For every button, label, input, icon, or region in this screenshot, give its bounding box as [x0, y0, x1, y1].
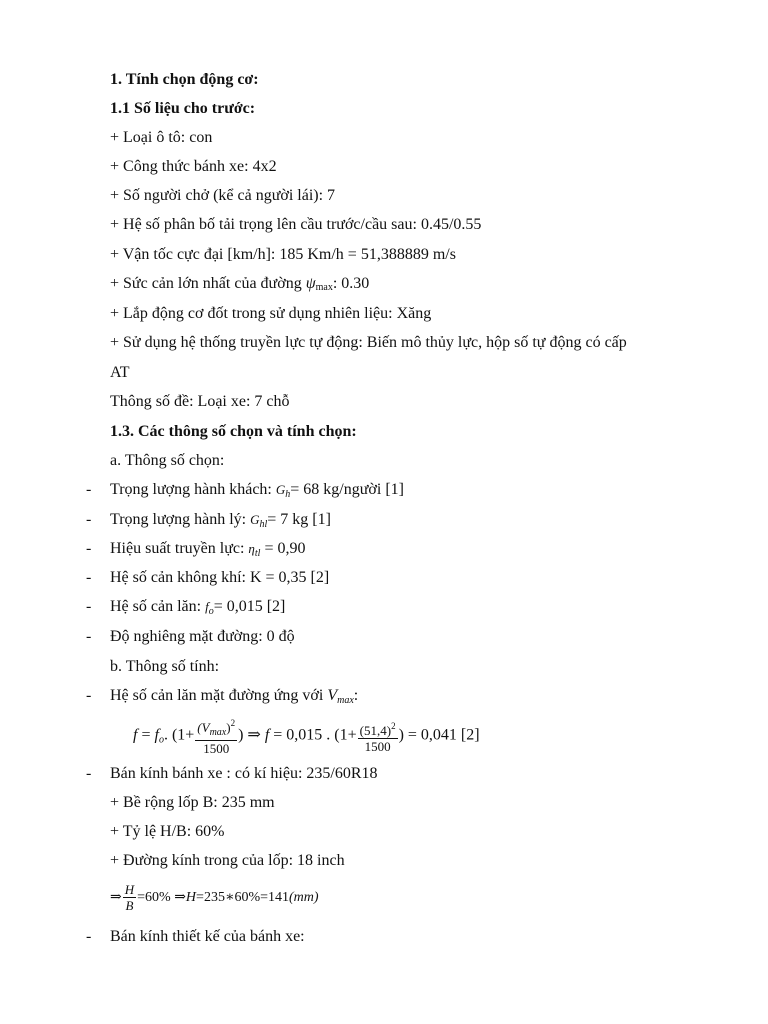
bullet-dash: -: [86, 598, 92, 615]
unit-mm: (mm): [289, 890, 319, 905]
formula-substitute: = 0,015 . (1+: [269, 726, 357, 744]
calc-inner-diameter: + Đường kính trong của lốp: 18 inch: [110, 852, 345, 869]
bullet-dash: -: [86, 687, 92, 704]
fraction-numerator: [195, 716, 237, 741]
rolling-vmax-label: Hệ số cản lăn mặt đường ứng với: [110, 687, 328, 704]
h-value: =235∗60%=141: [196, 890, 290, 905]
numerator-sub: max: [209, 727, 227, 738]
fraction-h-over-b: [123, 882, 136, 913]
given-load-distribution: + Hệ số phân bố tải trọng lên cầu trước/cầu sau: 0.45/0.55: [110, 216, 482, 233]
formula-result: ) = 0,041 [2]: [398, 726, 480, 744]
f-symbol: f: [264, 726, 270, 744]
hb-formula: [110, 880, 319, 916]
road-resistance-value: : 0.30: [332, 275, 370, 292]
v-subscript: max: [337, 695, 354, 706]
given-max-speed: + Vận tốc cực đại [km/h]: 185 Km/h = 51,388889 m/s: [110, 246, 456, 263]
fraction-denominator: B: [125, 898, 134, 914]
numerator-v: (V: [197, 720, 210, 735]
f-subscript: o: [208, 606, 214, 617]
bullet-dash: -: [86, 628, 92, 645]
given-transmission: + Sử dụng hệ thống truyền lực tự động: Biến mô thủy lực, hộp số tự động có cấp: [110, 334, 627, 351]
bullet-dash: -: [86, 511, 92, 528]
chosen-rolling-resistance: [110, 597, 285, 622]
fraction-vmax: [195, 716, 237, 756]
chosen-air-resistance: Hệ số cản không khí: K = 0,35 [2]: [110, 569, 330, 586]
given-wheel-formula: + Công thức bánh xe: 4x2: [110, 158, 277, 175]
ratio-value: =60%: [137, 890, 171, 905]
calc-wheel-radius: Bán kính bánh xe : có kí hiệu: 235/60R18: [110, 765, 378, 782]
psi-subscript: max: [315, 282, 333, 293]
h-symbol: H: [185, 890, 197, 905]
bullet-dash: -: [86, 540, 92, 557]
rolling-label: Hệ số cản lăn:: [110, 598, 206, 615]
formula-open: . (1+: [163, 726, 195, 744]
given-transmission-cont: AT: [110, 364, 130, 381]
given-passengers: + Số người chở (kể cả người lái): 7: [110, 187, 336, 204]
fraction-numerator: [358, 719, 398, 739]
calc-ratio: + Tỷ lệ H/B: 60%: [110, 823, 225, 840]
road-resistance-label: + Sức cản lớn nhất của đường: [110, 275, 306, 292]
g-symbol: G: [250, 512, 260, 527]
equals: =: [137, 726, 155, 744]
efficiency-label: Hiệu suất truyền lực:: [110, 540, 249, 557]
rolling-value: = 0,015 [2]: [213, 598, 286, 615]
luggage-label: Trọng lượng hành lý:: [110, 511, 251, 528]
heading-select-engine: 1. Tính chọn động cơ:: [110, 71, 259, 88]
bullet-dash: -: [86, 928, 92, 945]
exponent: 2: [391, 720, 396, 731]
numerator-close: ): [226, 720, 231, 735]
given-engine: + Lắp động cơ đốt trong sử dụng nhiên liệu: Xăng: [110, 305, 432, 322]
f-symbol: f: [133, 726, 138, 744]
f-symbol: f: [154, 726, 159, 744]
chosen-title: a. Thông số chọn:: [110, 452, 225, 469]
heading-chosen-params: 1.3. Các thông số chọn và tính chọn:: [110, 423, 357, 440]
g-subscript: h: [285, 489, 291, 500]
passenger-weight-value: = 68 kg/người [1]: [290, 481, 404, 498]
implies-symbol: ⇒: [110, 890, 122, 905]
heading-given-data: 1.1 Số liệu cho trước:: [110, 100, 256, 117]
chosen-slope: Độ nghiêng mặt đường: 0 độ: [110, 628, 295, 645]
given-road-resistance: [110, 274, 369, 298]
fraction-denominator: 1500: [364, 738, 391, 754]
bullet-dash: -: [86, 765, 92, 782]
formula-implies: ) ⇒: [238, 726, 265, 744]
eta-symbol: η: [248, 541, 255, 556]
exponent: 2: [230, 718, 236, 728]
bullet-dash: -: [86, 569, 92, 586]
luggage-value: = 7 kg [1]: [267, 511, 331, 528]
colon: :: [353, 687, 359, 704]
bullet-dash: -: [86, 481, 92, 498]
numerator-value: (51,4): [359, 722, 392, 738]
given-car-type: + Loại ô tô: con: [110, 129, 213, 146]
calc-title: b. Thông số tính:: [110, 658, 220, 675]
g-subscript: hl: [259, 519, 268, 530]
calc-design-radius: Bán kính thiết kế của bánh xe:: [110, 928, 305, 945]
calc-rolling-vmax: [110, 686, 358, 711]
passenger-weight-label: Trọng lượng hành khách:: [110, 481, 276, 498]
calc-tire-width: + Bề rộng lốp B: 235 mm: [110, 794, 275, 811]
chosen-passenger-weight: [110, 480, 404, 505]
chosen-luggage-weight: [110, 510, 331, 535]
fraction-denominator: 1500: [203, 741, 230, 756]
f-subscript: o: [158, 734, 164, 746]
rolling-formula: [133, 716, 480, 759]
given-topic: Thông số đề: Loại xe: 7 chỗ: [110, 393, 290, 410]
implies-symbol: ⇒: [174, 890, 186, 905]
eta-subscript: tl: [254, 548, 261, 559]
f-symbol: f: [205, 599, 209, 614]
efficiency-value: = 0,90: [260, 540, 306, 557]
psi-symbol: ψ: [305, 275, 316, 292]
fraction-value: [358, 719, 398, 754]
chosen-efficiency: [110, 539, 305, 564]
v-symbol: V: [327, 687, 338, 704]
g-symbol: G: [275, 482, 286, 497]
fraction-numerator: H: [124, 882, 135, 898]
